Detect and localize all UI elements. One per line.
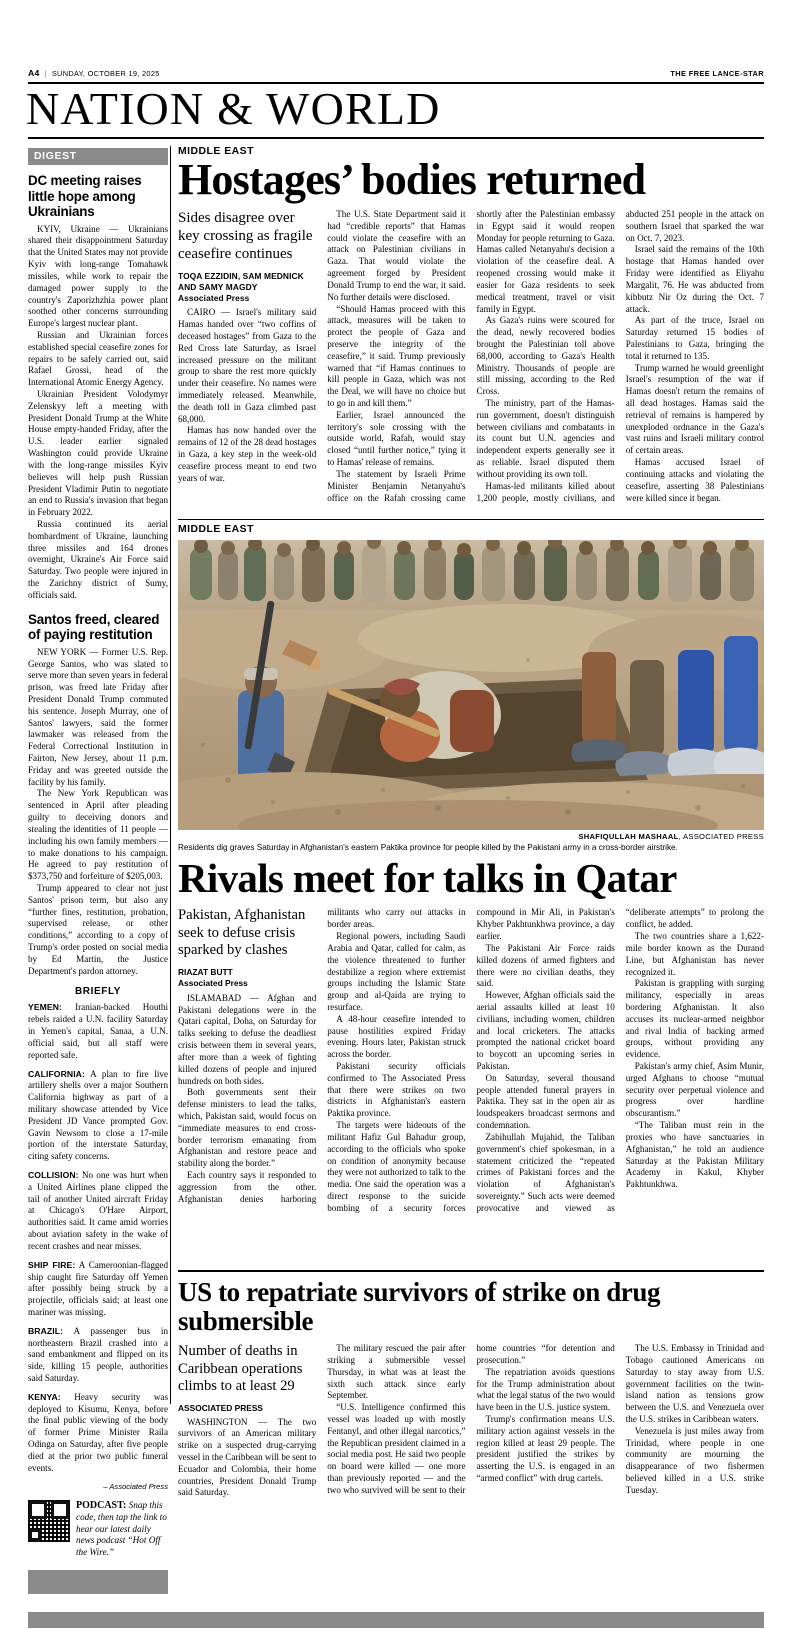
qatar-p12: The two countries share a 1,622-mile border known as the Durand Line, but Afghanistan has never recognized it. — [625, 931, 764, 977]
page-footer-block — [28, 1612, 764, 1628]
drug-deck: Number of deaths in Caribbean operations climbs to at least 29 — [178, 1343, 303, 1395]
digest-badge: DIGEST — [28, 148, 168, 166]
qatar-p11: Zabihullah Mujahid, the Taliban government's chief spokesman, in a statement criticized the “repeated crimes of Pakistani forces and the violation of Afghanistan's sovereignty.” Such acts were deemed provocative and viewed as “deliberate attempts” to prolong the conflict, he added. — [476, 907, 764, 1213]
brief-text: A plan to fire live artillery shells over a major Southern California highway as part of a military showcase attended by Vice President JD Vance prompted Gov. Gavin Newsom to close a 17-mile portion of the interstate Saturday, citing safety concerns. — [28, 1068, 168, 1162]
qatar-p6: Pakistani security officials confirmed to The Associated Press that there were strikes on two districts in Afghanistan's eastern Paktika province. — [327, 1061, 466, 1119]
drug-p2: The military rescued the pair after striking a submersible vessel Thursday, in what was at least the sixth such attack since early September. — [327, 1343, 466, 1401]
brief-label: COLLISION: — [28, 1170, 79, 1181]
lead-p5: Earlier, Israel announced the territory's sole crossing with the outside world, Rafah, would stay closed “until further notice,” tying it to Hamas' release of remains. — [327, 409, 466, 468]
digest-credit: – Associated Press — [103, 1481, 168, 1491]
brief-item — [28, 1002, 168, 1061]
lead-p13: Hamas accused Israel of continuing attacks and violating the ceasefire, asserting 38 Palestinians were killed since it began. — [625, 457, 764, 503]
qatar-p5: A 48-hour ceasefire intended to pause hostilities expired Friday evening. Hours later, Pakistan struck across the border. — [327, 1013, 466, 1060]
qatar-p3: Each country says it responded to aggression from the other. Afghanistan denies harboring militants who carry out attacks in border areas. — [178, 907, 466, 1204]
drug-p5: Trump's confirmation means U.S. military action against vessels in the region killed at least 29 people. The president justified the strikes by asserting the U.S. is engaged in an “armed conflict” with drug cartels. — [476, 1414, 615, 1484]
brief-item — [28, 1260, 168, 1319]
brief-text: A Cameroonian-flagged ship caught fire Saturday off Yemen after possibly being struck by a projectile, officials said; at least one mariner was missing. — [28, 1259, 168, 1317]
photo-kicker: MIDDLE EAST — [178, 524, 254, 535]
brief-item — [28, 1326, 168, 1385]
photo-caption: Residents dig graves Saturday in Afghanistan's eastern Paktika province for people killed by the Pakistani army in a cross-border airstrike. — [178, 843, 678, 852]
brief-text: A passenger bus in northeastern Brazil crashed into a sand embankment and flipped on its side, killing 15 people, authorities said Saturday. — [28, 1325, 168, 1384]
podcast-promo[interactable] — [28, 1500, 168, 1559]
lead-p10: Israel said the remains of the 10th hostage that Hamas handed over Friday were identified as Eliyahu Margalit, 76. He was abducted from kibbutz Nir Oz during the Oct. 7 attack. — [625, 244, 764, 314]
lead-p12: Trump warned he would greenlight Israel's resumption of the war if Hamas doesn't return the remains of all dead hostages. Hamas said the retrieval of remains is hampered by unexploded ordnance in the Gaza's vast ruins and Israeli military control of certain areas. — [625, 362, 764, 456]
lead-p2: Hamas has now handed over the remains of 12 of the 28 dead hostages in Gaza, a key step in the week-old ceasefire process meant to end two years of war. — [178, 425, 317, 483]
news-photo — [178, 540, 764, 830]
drug-byline-org: ASSOCIATED PRESS — [178, 1402, 264, 1413]
page-title: NATION & WORLD — [26, 83, 441, 134]
qatar-p10: On Saturday, several thousand people attended funeral prayers in Paktika. They sat in the open air as loudspeakers broadcast sermons and condemnation. — [476, 1072, 615, 1131]
drug-p6: The U.S. Embassy in Trinidad and Tobago cautioned Americans on Saturday to stay away from U.S. government facilities on the twin-island nation as tensions grow between the U.S. and Venezuela over the U.S. strikes in Caribbean waters. — [625, 1343, 764, 1425]
photo-credit-name: SHAFIQULLAH MASHAAL — [578, 832, 679, 841]
podcast-body: Snap this code, then tap the link to hear our latest daily news podcast “Hot Off the Wire.” — [76, 1499, 167, 1557]
folio-left — [28, 68, 160, 78]
podcast-text — [76, 1500, 168, 1559]
qatar-p15: “The Taliban must rein in the proxies who have sanctuaries in Afghanistan,” he told an audience Saturday at the Pakistan Military Academy in Kakul, Khyber Pakhtunkhwa. — [625, 1120, 764, 1190]
qatar-p9: However, Afghan officials said the aerial assaults killed at least 10 civilians, including women, children and local cricketers. The attacks prompted the national cricket board to boycott an upcoming series in Pakistan. — [476, 990, 615, 1072]
lead-p8: The ministry, part of the Hamas-run government, doesn't distinguish between civilians and combatants in its count but U.N. agencies and independent experts generally see it as reliable. Israel disputed them without providing its own toll. — [476, 398, 615, 479]
drug-p4: The repatriation avoids questions for the Trump administration about what the legal status of the two would have been in the U.S. justice system. — [476, 1366, 615, 1413]
digest-column — [28, 146, 168, 1594]
brief-text: Iranian-backed Houthi rebels raided a U.N. facility Saturday in Yemen's capital, Sanaa, a U.N. official said, but all staff were reported safe. — [28, 1002, 168, 1060]
lead-p6: The statement by Israeli Prime Minister Benjamin Netanyahu's office on the Rafah crossing came shortly after the Palestinian embassy in Egypt said it would reopen Monday for people returning to Gaza. Hamas called Netanyahu's decision a violation of the ceasefire deal. A reopened crossing would make it easier for Gaza residents to seek medical treatment, travel or visit family in Egypt. — [327, 209, 615, 503]
lead-byline-org: Associated Press — [178, 292, 250, 303]
digest-story-1-p2: Russian and Ukrainian forces established special ceasefire zones for repairs to be safely carried out, said Rafael Grossi, head of the International Atomic Energy Agency. — [28, 329, 168, 388]
section-rule-2 — [178, 1270, 764, 1272]
brief-label: YEMEN: — [28, 1002, 63, 1013]
digest-footer-block — [28, 1570, 168, 1594]
brief-text: Heavy security was deployed to Kisumu, Kenya, before the final public viewing of the body of former Prime Minister Raila Odinga on Saturday, after five people died at the prior two public funeral events. — [28, 1391, 168, 1473]
drug-story-columns — [178, 1343, 764, 1505]
drug-headline[interactable]: US to repatriate survivors of strike on drug submersible — [178, 1277, 661, 1336]
brief-label: BRAZIL: — [28, 1325, 64, 1336]
digest-story-1-p1: KYIV, Ukraine — Ukrainians shared their disappointment Saturday that the United States may not provide Kyiv with long-range Tomahawk missiles, while work to repair the damaged power supply to the country's Zaporizhzhia power plant soothed other concerns surrounding Europe's largest nuclear plant. — [28, 223, 168, 329]
lead-p3: The U.S. State Department said it had “credible reports” that Hamas could violate the ceasefire with an attack on Palestinian civilians in Gaza. That would violate the agreement forged by President Donald Trump to end the war, it said. No further details were disclosed. — [327, 209, 466, 302]
qatar-p13: Pakistan is grappling with surging militancy, especially in areas bordering Afghanistan. It also accuses its nuclear-armed neighbor and rival India of backing armed groups, without providing any evidence. — [625, 978, 764, 1060]
photo-credit-org: , ASSOCIATED PRESS — [678, 832, 764, 841]
qatar-p14: Pakistan's army chief, Asim Munir, urged Afghans to choose “mutual security over perpetual violence and progress over hardline obscurantism.” — [625, 1061, 764, 1119]
brief-label: CALIFORNIA: — [28, 1068, 85, 1079]
drug-p1: WASHINGTON — The two survivors of an American military strike on a suspected drug-carrying vessel in the Caribbean will be sent to Ecuador and Colombia, their home countries, President Donald Trump said Saturday. — [178, 1416, 317, 1498]
drug-p3: “U.S. Intelligence confirmed this vessel was loaded up with mostly Fentanyl, and other illegal narcotics,” the Republican president claimed in a social media post. He said two people on board were killed — one more than previously reported — and the two who survived will be sent to their home countries “for detention and prosecution.” — [327, 1343, 615, 1495]
digest-story-2-headline[interactable]: Santos freed, cleared of paying restitution — [28, 611, 160, 643]
qatar-byline: RIAZAT BUTT — [178, 966, 233, 977]
digest-story-1-p3: Ukrainian President Volodymyr Zelenskyy left a meeting with President Donald Trump at the White House empty-handed Friday, after the U.S. leader earlier signaled Washington could provide Ukraine with the long-range missiles Kyiv believes will help push Russian President Vladimir Putin to negotiate an end to Russia's invasion that began in February 2022. — [28, 389, 168, 518]
masthead-rule — [28, 137, 764, 139]
brief-label: KENYA: — [28, 1391, 61, 1402]
digest-story-2-p2: The New York Republican was sentenced in April after pleading guilty to deceiving donors and stealing the identities of 11 people — including his own family members — to make donations to his campaign. He agreed to pay restitution of $373,750 and forfeiture of $205,003. — [28, 788, 168, 882]
lead-p4: “Should Hamas proceed with this attack, measures will be taken to protect the people of Gaza and preserve the integrity of the ceasefire,” it said. Trump previously warned that “if Hamas continues to kill people in Gaza, which was not the Deal, we will have no choice but to go in and kill them.” — [327, 303, 466, 408]
qatar-p2: Both governments sent their defense ministers to lead the talks, which, Pakistan said, would focus on “immediate measures to end cross-border terrorism emanating from Afghanistan and restore peace and stability along the border.” — [178, 1087, 317, 1169]
qatar-p1: ISLAMABAD — Afghan and Pakistani delegations were in the Qatari capital, Doha, on Saturday for talks seeking to defuse the deadliest crisis between them in several years, after more than a week of fighting killed dozens of people and injured hundreds on both sides. — [178, 992, 317, 1086]
folio-separator: | — [44, 69, 47, 78]
qatar-p4: Regional powers, including Saudi Arabia and Qatar, called for calm, as the violence threatened to further destabilize a region where extremist groups including the Islamic State group and al-Qaida are trying to resurface. — [327, 931, 466, 1012]
lead-deck: Sides disagree over key crossing as fragile ceasefire continues — [178, 210, 313, 262]
brief-item — [28, 1392, 168, 1475]
digest-story-1-headline[interactable]: DC meeting raises little hope among Ukrainians — [28, 173, 142, 220]
lead-kicker: MIDDLE EAST — [178, 146, 254, 157]
qatar-p7: The targets were hideouts of the militant Hafiz Gul Bahadur group, according to the officials who spoke on condition of anonymity because they were not authorized to talk to the media. One said the operation was a direct response to the suicide bombing of a security forces compound in Mir Ali, in Pakistan's Khyber Pakhtunkhwa province, a day earlier. — [327, 907, 615, 1213]
publication-name: THE FREE LANCE-STAR — [670, 69, 764, 78]
brief-item — [28, 1069, 168, 1164]
brief-text: No one was hurt when a United Airlines plane clipped the tail of another United aircraft Friday at Chicago's O'Hare Airport, authorities said. It came amid worries about aviation safety in the wake of recent crashes and near misses. — [28, 1170, 168, 1251]
qatar-p8: The Pakistani Air Force raids killed dozens of armed fighters and there were no civilian deaths, they said. — [476, 942, 615, 989]
lead-story-columns — [178, 209, 764, 512]
lead-headline[interactable]: Hostages’ bodies returned — [178, 155, 646, 204]
lead-p11: As part of the truce, Israel on Saturday returned 15 bodies of Palestinians to Gaza, bringing the total it returned to 135. — [625, 315, 764, 361]
podcast-label: PODCAST: — [76, 1499, 127, 1511]
qr-code-icon[interactable] — [28, 1500, 70, 1542]
residents-digging-graves-photo — [178, 540, 764, 830]
digest-story-1-p4: Russia continued its aerial bombardment of Ukraine, launching three missiles and 164 drones overnight, Ukraine's Air Force said Saturday. Two people were injured in the Zarichny district of Sumy, officials said. — [28, 518, 168, 600]
section-rule-1 — [178, 519, 764, 520]
qatar-headline[interactable]: Rivals meet for talks in Qatar — [178, 854, 677, 901]
lead-p7: As Gaza's ruins were scoured for the dead, newly recovered bodies brought the Palestinian toll above 68,000, according to Gaza's Health Ministry. Thousands of people are still missing, according to the Red Cross. — [476, 315, 615, 397]
digest-divider-rule — [170, 146, 171, 1404]
lead-p9: Hamas-led militants killed about 1,200 people, mostly civilians, and abducted 251 people in the attack on southern Israel that sparked the war on Oct. 7, 2023. — [476, 209, 764, 503]
qatar-byline-org: Associated Press — [178, 977, 248, 988]
main-content — [178, 146, 764, 1505]
brief-item — [28, 1170, 168, 1253]
qatar-deck: Pakistan, Afghanistan seek to defuse crisis sparked by clashes — [178, 907, 306, 959]
folio-bar — [28, 68, 764, 78]
lead-p1: CAIRO — Israel's military said Hamas handed over “two coffins of deceased hostages” from Gaza to the Red Cross late Saturday, as Israel increased pressure on the militant group to share the rest more quickly under their ceasefire. No names were immediately released. Meanwhile, the death toll in Gaza climbed past 68,000. — [178, 307, 317, 424]
drug-p7: Venezuela is just miles away from Trinidad, where people in one community are mourning the disappearance of two fishermen believed killed in a U.S. strike Tuesday. — [625, 1425, 764, 1495]
digest-story-2-p3: Trump appeared to clear not just Santos' prison term, but also any “further fines, restitution, probation, supervised release, or other conditions,” according to a copy of Trump's order posted on social media by Ed Martin, the Justice Department's pardon attorney. — [28, 882, 168, 976]
briefly-header: BRIEFLY — [74, 986, 122, 998]
photo-credit — [178, 832, 764, 841]
qatar-story-columns — [178, 907, 764, 1262]
digest-story-2-p1: NEW YORK — Former U.S. Rep. George Santos, who was slated to serve more than seven years in federal prison, was freed late Friday after President Donald Trump commuted his sentence. Joseph Murray, one of Santos' lawyers, said the former lawmaker was released from the Federal Correctional Institution in Fairton, New Jersey, about 11 p.m. Friday and was greeted outside the facility by his family. — [28, 646, 168, 787]
brief-label: SHIP FIRE: — [28, 1259, 76, 1270]
lead-byline: TOQA EZZIDIN, SAM MEDNICK AND SAMY MAGDY — [178, 271, 304, 292]
page-number: A4 — [28, 68, 40, 78]
folio-date: SUNDAY, OCTOBER 19, 2025 — [51, 69, 160, 78]
